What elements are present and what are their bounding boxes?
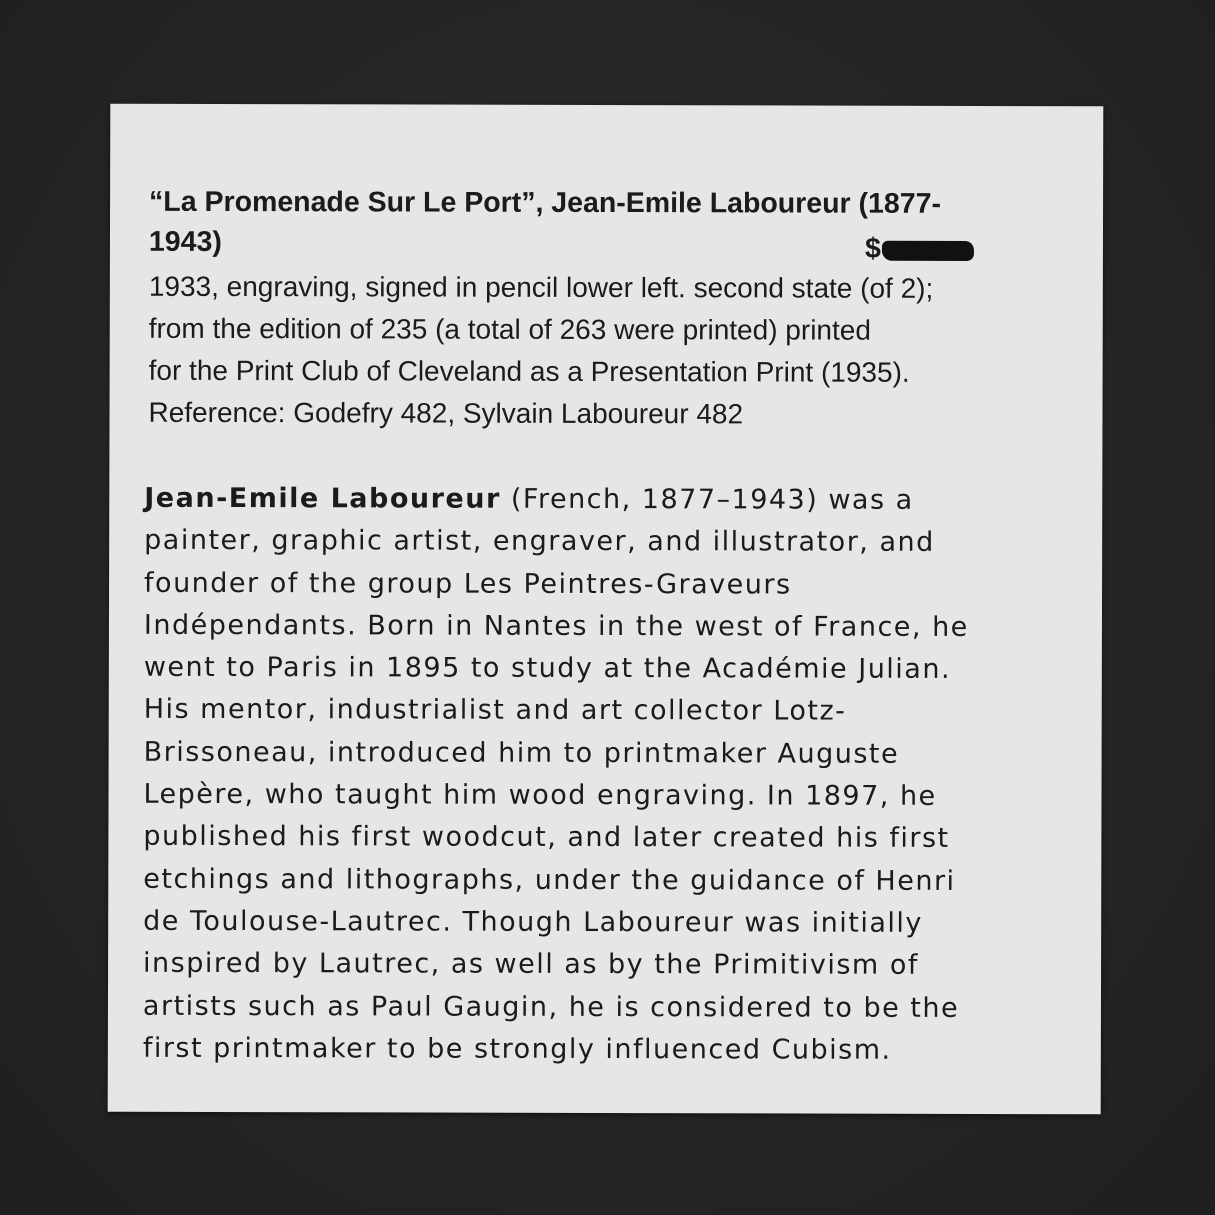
bio-line: went to Paris in 1895 to study at the Académie Julian. <box>143 651 952 686</box>
details-line: 1933, engraving, signed in pencil lower left. second state (of 2); <box>148 270 934 304</box>
price-redaction <box>882 240 974 260</box>
details-line: Reference: Godefry 482, Sylvain Laboureur 482 <box>148 396 744 430</box>
artwork-title-line-1: “La Promenade Sur Le Port”, Jean-Emile Laboureur (1877- <box>149 185 942 220</box>
bio-line: inspired by Lautrec, as well as by the Primitivism of <box>143 948 919 982</box>
bio-line: Lepère, who taught him wood engraving. In 1897, he <box>143 778 937 812</box>
bio-line: His mentor, industrialist and art collector Lotz- <box>143 694 847 728</box>
bio-line: de Toulouse-Lautrec. Though Laboureur was initially <box>143 905 923 939</box>
bio-line: Indépendants. Born in Nantes in the west of France, he <box>143 609 969 643</box>
bio-line: artists such as Paul Gaugin, he is considered to be the <box>142 990 960 1024</box>
details-line: from the edition of 235 (a total of 263 were printed) printed <box>148 312 871 346</box>
bio-line-1-rest: (French, 1877–1943) was a <box>500 483 914 516</box>
artist-name: Jean-Emile Laboureur <box>144 482 501 515</box>
artwork-title-line-2: 1943) <box>148 225 222 258</box>
bio-line: etchings and lithographs, under the guidance of Henri <box>143 863 956 897</box>
bio-line <box>144 478 1064 523</box>
bio-line: Brissoneau, introduced him to printmaker Auguste <box>143 736 900 770</box>
details-line: for the Print Club of Cleveland as a Presentation Print (1935). <box>148 354 910 388</box>
price <box>865 229 974 269</box>
bio-line: first printmaker to be strongly influenced Cubism. <box>142 1032 892 1066</box>
price-symbol: $ <box>865 232 881 265</box>
title-block <box>149 182 1079 264</box>
label-card <box>108 104 1104 1115</box>
artwork-details <box>148 266 1078 436</box>
bio-line: painter, graphic artist, engraver, and illustrator, and <box>144 525 935 559</box>
artist-biography <box>143 478 1065 1073</box>
bio-line: published his first woodcut, and later created his first <box>143 821 950 855</box>
bio-line: founder of the group Les Peintres-Graveurs <box>144 567 792 601</box>
